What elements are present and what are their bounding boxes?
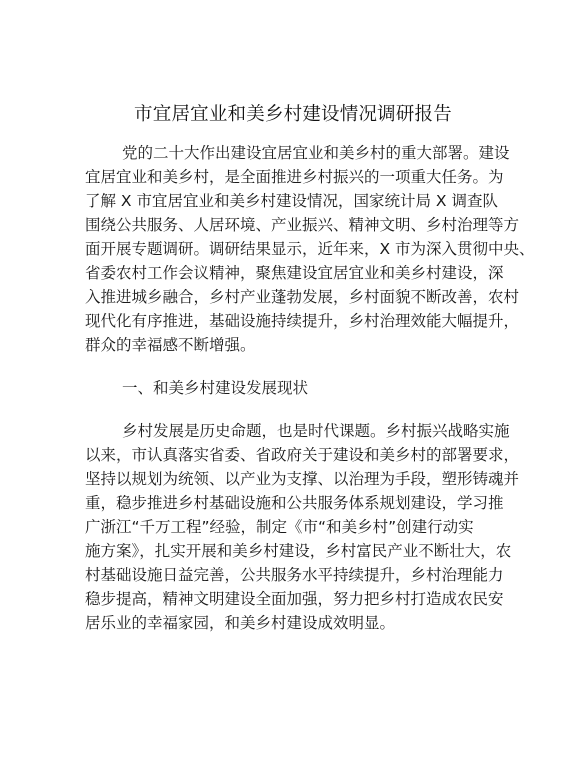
section-line-1: 乡村发展是历史命题，也是时代课题。乡村振兴战略实施 <box>122 422 510 440</box>
intro-line-2: 宜居宜业和美乡村，是全面推进乡村振兴的一项重大任务。为 <box>85 168 504 186</box>
intro-line-5: 面开展专题调研。调研结果显示，近年来，X 市为深入贯彻中央、 <box>85 240 535 258</box>
section-line-4: 重，稳步推进乡村基础设施和公共服务体系规划建设，学习推 <box>85 494 504 512</box>
document-title: 市宜居宜业和美乡村建设情况调研报告 <box>134 104 452 125</box>
section-heading: 一、和美乡村建设发展现状 <box>122 379 309 397</box>
section-line-3: 坚持以规划为统领、以产业为支撑、以治理为手段，塑形铸魂并 <box>85 470 520 488</box>
intro-line-8: 现代化有序推进，基础设施持续提升，乡村治理效能大幅提升， <box>85 312 520 330</box>
intro-line-7: 入推进城乡融合，乡村产业蓬勃发展，乡村面貌不断改善，农村 <box>85 288 520 306</box>
section-line-7: 村基础设施日益完善，公共服务水平持续提升，乡村治理能力 <box>85 566 504 584</box>
section-line-8: 稳步提高，精神文明建设全面加强，努力把乡村打造成农民安 <box>85 590 504 608</box>
section-line-2: 以来，市认真落实省委、省政府关于建设和美乡村的部署要求， <box>85 446 520 464</box>
intro-line-3: 了解 X 市宜居宜业和美乡村建设情况，国家统计局 X 调查队 <box>85 192 498 210</box>
intro-line-4: 围绕公共服务、人居环境、产业振兴、精神文明、乡村治理等方 <box>85 216 520 234</box>
section-line-9: 居乐业的幸福家园，和美乡村建设成效明显。 <box>85 614 396 632</box>
section-line-5: 广浙江“千万工程”经验，制定《市“和美乡村”创建行动实 <box>85 518 474 536</box>
intro-line-6: 省委农村工作会议精神，聚焦建设宜居宜业和美乡村建设，深 <box>85 264 504 282</box>
section-line-6: 施方案》，扎实开展和美乡村建设，乡村富民产业不断壮大，农 <box>85 542 512 560</box>
intro-line-9: 群众的幸福感不断增强。 <box>85 336 256 354</box>
intro-line-1: 党的二十大作出建设宜居宜业和美乡村的重大部署。建设 <box>122 144 510 162</box>
